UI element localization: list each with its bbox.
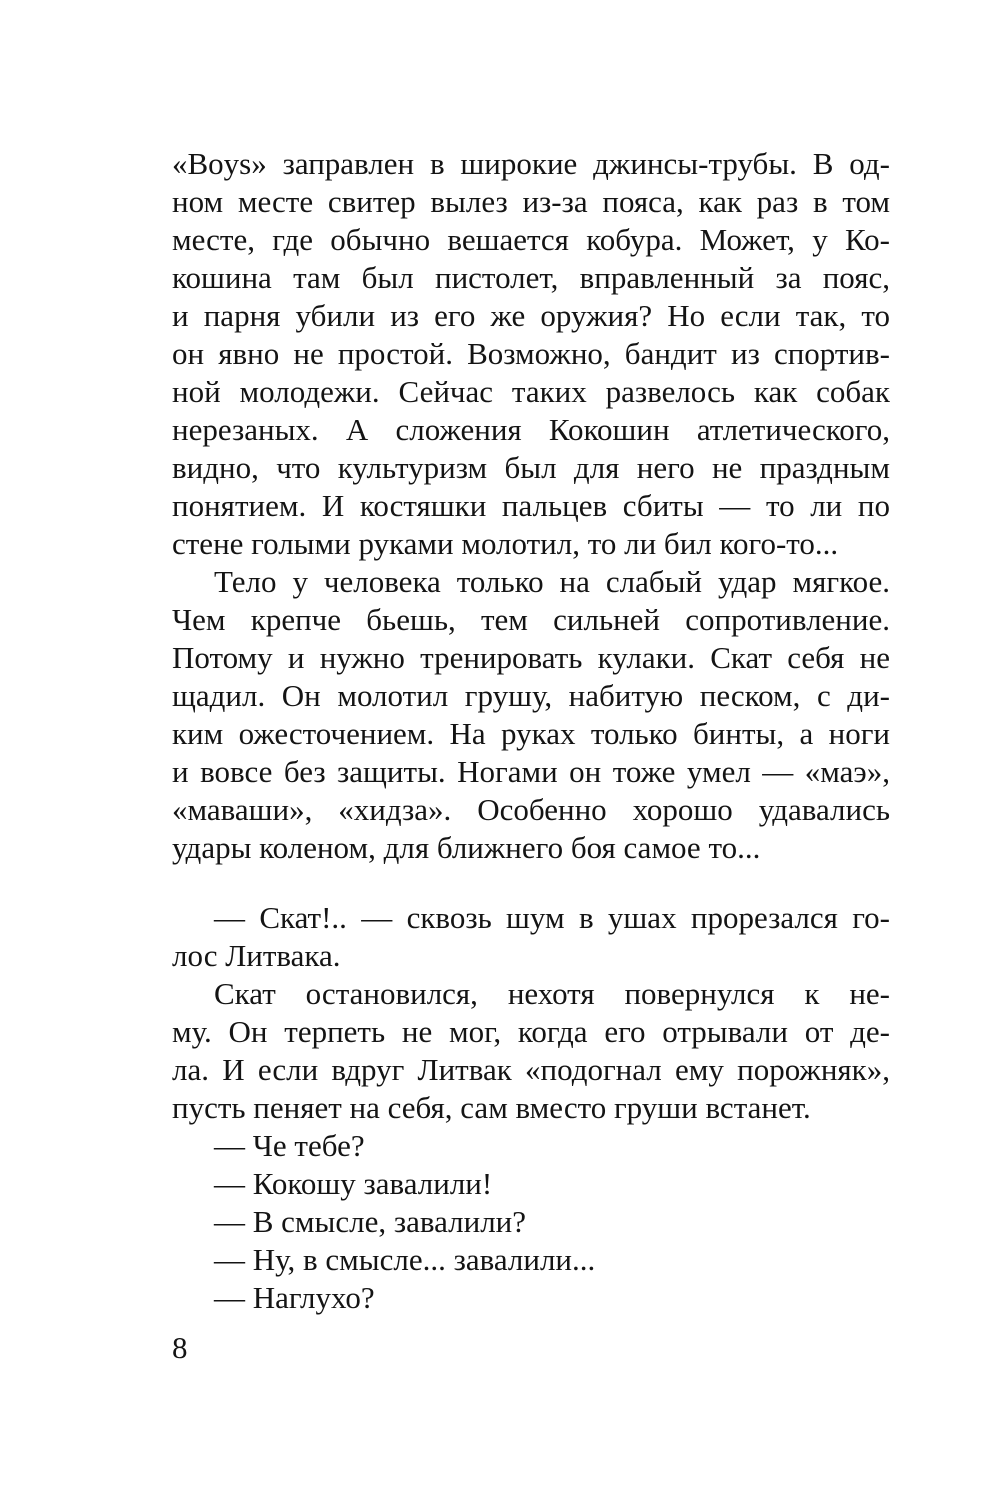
text-line: — Скат!.. — сквозь шум в ушах прорезался го-: [214, 900, 890, 935]
text-line: он явно не простой. Возможно, бандит из спортив-: [172, 336, 890, 371]
text-line: пусть пеняет на себя, сам вместо груши встанет.: [172, 1090, 811, 1125]
text-line: — Наглухо?: [214, 1280, 375, 1315]
text-line: ким ожесточением. На руках только бинты, а ноги: [172, 716, 890, 751]
text-line: видно, что культуризм был для него не праздным: [172, 450, 890, 485]
text-line: месте, где обычно вешается кобура. Может, у Ко-: [172, 222, 890, 257]
text-line: Чем крепче бьешь, тем сильней сопротивление.: [172, 602, 890, 637]
text-line: — В смысле, завалили?: [214, 1204, 527, 1239]
text-line: щадил. Он молотил грушу, набитую песком, с ди-: [172, 678, 890, 713]
text-line: му. Он терпеть не мог, когда его отрывали от де-: [172, 1014, 890, 1049]
text-line: — Кокошу завалили!: [214, 1166, 493, 1201]
text-line: — Ну, в смысле... завалили...: [214, 1242, 596, 1277]
text-line: «маваши», «хидза». Особенно хорошо удавались: [172, 792, 890, 827]
text-line: «Boys» заправлен в широкие джинсы-трубы. В од-: [172, 146, 890, 181]
text-line: Тело у человека только на слабый удар мягкое.: [214, 564, 890, 599]
text-line: удары коленом, для ближнего боя самое то...: [172, 830, 761, 865]
text-line: ла. И если вдруг Литвак «подогнал ему порожняк»,: [172, 1052, 890, 1087]
text-line: — Че тебе?: [214, 1128, 365, 1163]
text-line: и парня убили из его же оружия? Но если так, то: [172, 298, 890, 333]
text-line: и вовсе без защиты. Ногами он тоже умел — «маэ»,: [172, 754, 890, 789]
page-number: 8: [172, 1330, 188, 1365]
text-line: Скат остановился, нехотя повернулся к не-: [214, 976, 890, 1011]
text-line: лос Литвака.: [172, 938, 341, 973]
text-line: нерезаных. А сложения Кокошин атлетического,: [172, 412, 890, 447]
text-line: Потому и нужно тренировать кулаки. Скат себя не: [172, 640, 890, 675]
text-line: стене голыми руками молотил, то ли бил кого-то...: [172, 526, 839, 561]
text-line: понятием. И костяшки пальцев сбиты — то ли по: [172, 488, 890, 523]
text-line: кошина там был пистолет, вправленный за пояс,: [172, 260, 890, 295]
text-line: ной молодежи. Сейчас таких развелось как собак: [172, 374, 890, 409]
text-line: ном месте свитер вылез из-за пояса, как раз в том: [172, 184, 890, 219]
